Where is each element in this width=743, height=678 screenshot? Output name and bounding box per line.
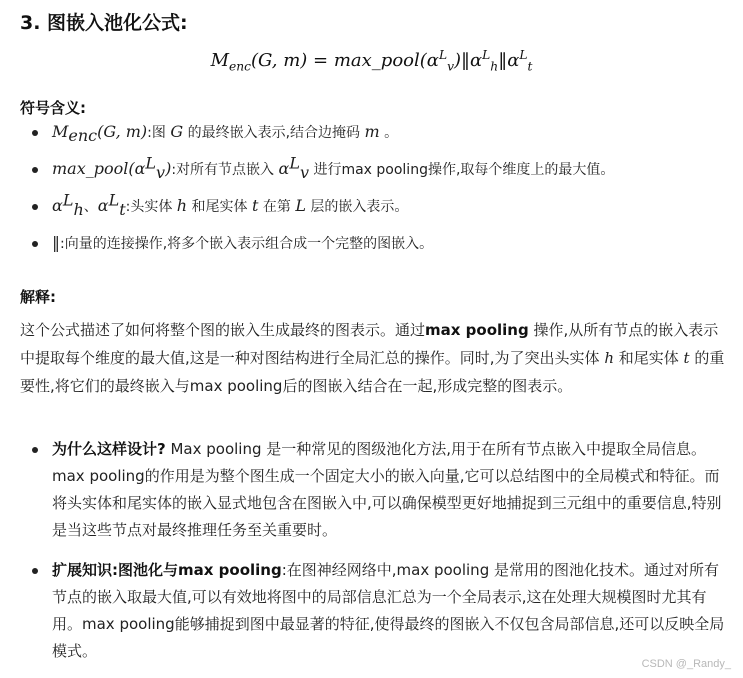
formula-lhs: M [210, 50, 230, 71]
symbol-list [20, 122, 720, 270]
explanation-heading: 解释: [20, 288, 56, 306]
formula-alpha-h: α [470, 50, 483, 71]
formula-maxpool: max_pool [333, 50, 420, 71]
csdn-watermark: CSDN @_Randy_ [641, 658, 731, 670]
main-formula: $M_{enc}(G$, $m) = \max\_pool(\alpha^L_v)‖\alpha^L_h‖\alpha^L_t$ [210, 48, 533, 74]
formula-lhs-sub: enc [229, 59, 252, 74]
section-title: 3. 图嵌入池化公式: [20, 12, 188, 34]
formula-concat-1: ‖ [461, 50, 471, 71]
formula-concat-2: ‖ [498, 50, 508, 71]
symbol-item-maxpool: $\max\_pool(\alpha^L_v)$:对所有节点嵌入 $\alpha^L_v$ 进行max pooling操作,取每个维度上的最大值。 [20, 159, 720, 180]
symbol-item-menc: $M_{enc}(G$, m):图 G 的最终嵌入表示,结合边掩码 m 。 [20, 122, 720, 143]
symbol-item-alpha-ht: $\alpha^L_h$、$\alpha^L_t$:头实体 h 和尾实体 t 在第 L 层的嵌入表示。 [20, 196, 720, 217]
bullet-why-label: 为什么这样设计? [52, 440, 166, 458]
bold-max-pooling: max pooling [425, 321, 529, 339]
explanation-paragraph: 这个公式描述了如何将整个图的嵌入生成最终的图表示。通过max pooling 操作,从所有节点的嵌入表示中提取每个维度的最大值,这是一种对图结构进行全局汇总的操作。同时,为了突出头实体 h 和尾实体 t 的重要性,将它们的最终嵌入与max pooling后的图嵌入结合在一起,形成完整的图表示。 [20, 321, 725, 395]
bullet-extension-label: 扩展知识:图池化与max pooling [52, 561, 282, 579]
formula-alpha-t: α [507, 50, 520, 71]
symbol-item-concat: ‖:向量的连接操作,将多个嵌入表示组合成一个完整的图嵌入。 [20, 233, 720, 254]
extension-list [20, 436, 725, 678]
symbols-heading: 符号含义: [20, 99, 86, 117]
formula-alpha-v: α [426, 50, 439, 71]
bullet-why-design: 为什么这样设计? Max pooling 是一种常见的图级池化方法,用于在所有节点嵌入中提取全局信息。max pooling的作用是为整个图生成一个固定大小的嵌入向量,它可以总结图中的全局模式和特征。而将头实体和尾实体的嵌入显式地包含在图嵌入中,可以确保模型更好地捕捉到三元组中的重要信息,特别是当这些节点对最终推理任务至关重要时。 [20, 436, 725, 544]
bullet-extension: 扩展知识:图池化与max pooling:在图神经网络中,max pooling 是常用的图池化技术。通过对所有节点的嵌入取最大值,可以有效地将图中的局部信息汇总为一个全局表示,这在处理大规模图时尤其有用。max pooling能够捕捉到图中最显著的特征,使得最终的图嵌入不仅包含局部信息,还可以反映全局模式。 [20, 557, 725, 665]
formula-args: (G, m) = [251, 50, 334, 71]
